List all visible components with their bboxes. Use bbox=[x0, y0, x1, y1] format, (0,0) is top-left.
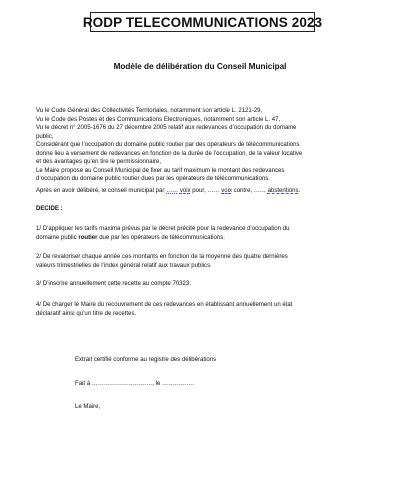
vote-paragraph bbox=[36, 187, 366, 196]
article-2-line: valeurs trimestrielles de l’index général relatif aux travaux publics. bbox=[36, 262, 212, 269]
preamble-line: donne lieu à versement de redevances en fonction de la durée de l’occupation, de la valeur locative bbox=[36, 150, 303, 157]
article-1-text: domaine public bbox=[36, 234, 79, 241]
preamble-line: public, bbox=[36, 133, 54, 140]
article-1 bbox=[36, 225, 366, 242]
article-4 bbox=[36, 301, 366, 318]
abstentions-word: abstentions bbox=[267, 188, 299, 194]
preamble-line: Considérant que l’occupation du domaine public routier par des opérateurs de télécommunications bbox=[36, 142, 300, 149]
document-title-box bbox=[82, 12, 323, 32]
certified-extract: Extrait certifié conforme au registre des délibérations bbox=[75, 357, 217, 363]
preamble-line: et des avantages qu’en tire le permissionnaire, bbox=[36, 159, 162, 166]
vote-blank: …… bbox=[166, 188, 179, 194]
vote-contre: contre, …… bbox=[231, 188, 268, 194]
preamble-line: Le Maire propose au Conseil Municipal de fixer au tarif maximum le montant des redevances bbox=[36, 167, 285, 174]
article-4-line: déclaratif ainsi qu’un titre de recettes. bbox=[36, 310, 137, 317]
article-1-text: due par les opérateurs de télécommunications. bbox=[97, 234, 225, 241]
voix-word: voix bbox=[221, 188, 232, 194]
article-2 bbox=[36, 253, 366, 270]
article-3: 3/ D’inscrire annuellement cette recette au compte 70323. bbox=[36, 281, 191, 287]
vote-intro: Après en avoir délibéré, le conseil municipal par bbox=[36, 188, 167, 194]
vote-end: . bbox=[298, 188, 301, 194]
preamble-line: Vu le décret n° 2005-1676 du 27 décembre 2005 relatif aux redevances d’occupation du domaine bbox=[36, 125, 297, 132]
article-2-line: 2/ De revaloriser chaque année ces montants en fonction de la moyenne des quatre dernières bbox=[36, 254, 288, 260]
preamble bbox=[36, 107, 366, 184]
document-title: RODP TELECOMMUNICATIONS 2023 bbox=[82, 14, 323, 30]
voix-word: voix bbox=[179, 188, 191, 194]
article-4-line: 4/ De charger le Maire du recouvrement de ces redevances en établissant annuellement un état bbox=[36, 302, 293, 308]
preamble-line: Vu le Code des Postes et des Communications Electroniques, notamment son article L. 47, bbox=[36, 116, 281, 123]
article-1-line bbox=[36, 234, 366, 243]
place-date-line: Fait à …………………………, le ……………. bbox=[75, 381, 194, 387]
article-1-line: 1/ D’appliquer les tarifs maxima prévus par le décret précité pour la redevance d’occupation du bbox=[36, 226, 290, 232]
decide-heading: DECIDE : bbox=[36, 206, 63, 212]
article-1-bold-word: routier bbox=[78, 234, 98, 241]
document-subtitle: Modèle de délibération du Conseil Municipal bbox=[113, 62, 287, 71]
mayor-signature-label: Le Maire, bbox=[75, 404, 101, 410]
preamble-line: d’occupation du domaine public routier dues par les opérateurs de télécommunications. bbox=[36, 176, 270, 183]
preamble-line: Vu le Code Général des Collectivités Territoriales, notamment son article L. 2121-29, bbox=[36, 108, 263, 114]
vote-pour: pour, …… bbox=[190, 188, 222, 194]
